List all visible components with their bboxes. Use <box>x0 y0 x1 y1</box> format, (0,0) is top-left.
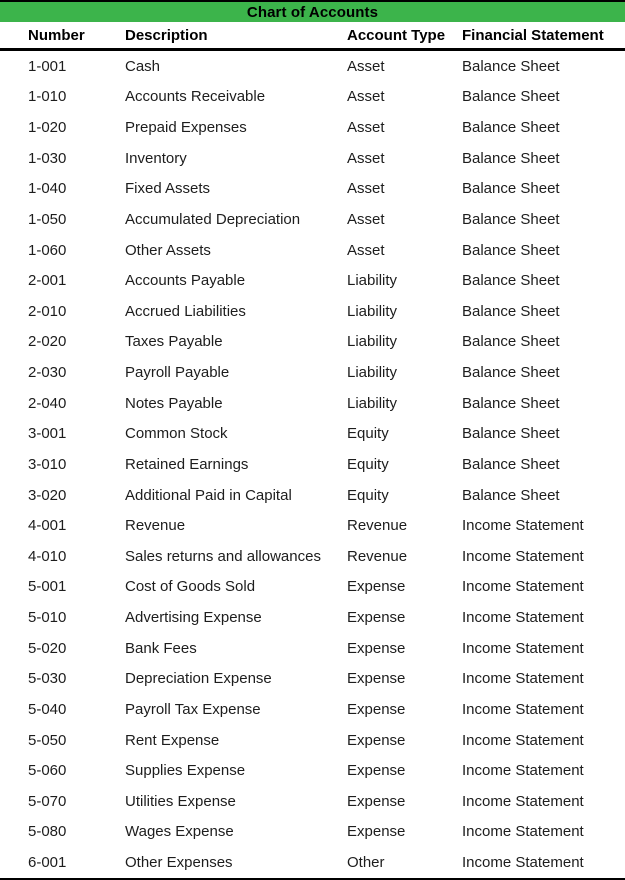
cell-number: 5-020 <box>28 639 67 657</box>
cell-account-type: Expense <box>347 578 406 596</box>
cell-description: Utilities Expense <box>125 792 236 810</box>
cell-financial-statement: Income Statement <box>462 792 584 810</box>
cell-description: Depreciation Expense <box>125 670 272 688</box>
cell-financial-statement: Balance Sheet <box>462 88 560 106</box>
cell-account-type: Liability <box>347 364 398 382</box>
cell-description: Payroll Tax Expense <box>125 700 261 718</box>
cell-account-type: Asset <box>347 241 385 259</box>
cell-number: 2-020 <box>28 333 67 351</box>
table-row <box>0 204 625 235</box>
cell-description: Prepaid Expenses <box>125 119 247 137</box>
cell-account-type: Asset <box>347 88 385 106</box>
cell-financial-statement: Income Statement <box>462 639 584 657</box>
table-row <box>0 143 625 174</box>
table-row <box>0 847 625 878</box>
cell-financial-statement: Balance Sheet <box>462 119 560 137</box>
cell-description: Accounts Receivable <box>125 88 266 106</box>
cell-financial-statement: Income Statement <box>462 823 584 841</box>
cell-description: Payroll Payable <box>125 364 230 382</box>
cell-financial-statement: Balance Sheet <box>462 180 560 198</box>
cell-account-type: Expense <box>347 731 406 749</box>
cell-description: Cash <box>125 57 161 75</box>
table-row <box>0 602 625 633</box>
column-header-number: Number <box>28 26 85 44</box>
cell-financial-statement: Income Statement <box>462 670 584 688</box>
cell-number: 2-010 <box>28 302 67 320</box>
cell-number: 3-020 <box>28 486 67 504</box>
cell-account-type: Asset <box>347 210 385 228</box>
cell-description: Supplies Expense <box>125 762 246 780</box>
cell-number: 5-070 <box>28 792 67 810</box>
cell-financial-statement: Income Statement <box>462 609 584 627</box>
cell-account-type: Other <box>347 854 385 872</box>
table-row <box>0 786 625 817</box>
cell-number: 6-001 <box>28 854 67 872</box>
table-row <box>0 82 625 113</box>
cell-number: 5-040 <box>28 700 67 718</box>
cell-financial-statement: Balance Sheet <box>462 302 560 320</box>
cell-account-type: Revenue <box>347 517 408 535</box>
cell-account-type: Asset <box>347 180 385 198</box>
cell-financial-statement: Balance Sheet <box>462 455 560 473</box>
cell-description: Retained Earnings <box>125 455 249 473</box>
cell-description: Advertising Expense <box>125 609 262 627</box>
cell-number: 5-030 <box>28 670 67 688</box>
table-row <box>0 112 625 143</box>
table-row <box>0 449 625 480</box>
cell-number: 2-040 <box>28 394 67 412</box>
table-row <box>0 388 625 419</box>
cell-description: Bank Fees <box>125 639 197 657</box>
cell-number: 1-050 <box>28 210 67 228</box>
cell-account-type: Liability <box>347 272 398 290</box>
cell-description: Inventory <box>125 149 187 167</box>
table-row <box>0 510 625 541</box>
table-row <box>0 327 625 358</box>
cell-account-type: Expense <box>347 792 406 810</box>
cell-description: Accounts Payable <box>125 272 246 290</box>
cell-account-type: Liability <box>347 333 398 351</box>
table-row <box>0 755 625 786</box>
cell-account-type: Equity <box>347 425 389 443</box>
table-row <box>0 541 625 572</box>
cell-description: Accrued Liabilities <box>125 302 246 320</box>
cell-description: Taxes Payable <box>125 333 223 351</box>
table-row <box>0 174 625 205</box>
cell-account-type: Asset <box>347 149 385 167</box>
cell-number: 3-001 <box>28 425 67 443</box>
cell-financial-statement: Balance Sheet <box>462 425 560 443</box>
cell-financial-statement: Balance Sheet <box>462 241 560 259</box>
cell-description: Notes Payable <box>125 394 223 412</box>
table-row <box>0 633 625 664</box>
cell-description: Fixed Assets <box>125 180 211 198</box>
cell-financial-statement: Balance Sheet <box>462 272 560 290</box>
cell-account-type: Asset <box>347 119 385 137</box>
cell-description: Accumulated Depreciation <box>125 210 301 228</box>
cell-number: 1-040 <box>28 180 67 198</box>
cell-financial-statement: Balance Sheet <box>462 486 560 504</box>
cell-financial-statement: Income Statement <box>462 517 584 535</box>
cell-financial-statement: Balance Sheet <box>462 57 560 75</box>
cell-description: Revenue <box>125 517 186 535</box>
cell-account-type: Expense <box>347 670 406 688</box>
table-row <box>0 664 625 695</box>
cell-account-type: Revenue <box>347 547 408 565</box>
table-row <box>0 296 625 327</box>
cell-number: 1-001 <box>28 57 67 75</box>
column-header-description: Description <box>125 26 208 44</box>
table-title: Chart of Accounts <box>246 3 379 21</box>
table-row <box>0 725 625 756</box>
cell-account-type: Equity <box>347 486 389 504</box>
table-row <box>0 357 625 388</box>
cell-financial-statement: Income Statement <box>462 762 584 780</box>
cell-number: 3-010 <box>28 455 67 473</box>
table-header-row <box>0 22 625 48</box>
cell-account-type: Expense <box>347 700 406 718</box>
table-title-bar <box>0 2 625 22</box>
cell-number: 1-020 <box>28 119 67 137</box>
cell-account-type: Expense <box>347 639 406 657</box>
cell-number: 5-001 <box>28 578 67 596</box>
cell-financial-statement: Income Statement <box>462 700 584 718</box>
cell-number: 5-060 <box>28 762 67 780</box>
cell-number: 1-060 <box>28 241 67 259</box>
cell-account-type: Equity <box>347 455 389 473</box>
cell-financial-statement: Income Statement <box>462 547 584 565</box>
cell-number: 1-010 <box>28 88 67 106</box>
cell-description: Additional Paid in Capital <box>125 486 292 504</box>
column-header-financial-statement: Financial Statement <box>462 26 604 44</box>
table-row <box>0 480 625 511</box>
cell-financial-statement: Balance Sheet <box>462 210 560 228</box>
cell-financial-statement: Income Statement <box>462 578 584 596</box>
cell-financial-statement: Balance Sheet <box>462 364 560 382</box>
cell-financial-statement: Balance Sheet <box>462 394 560 412</box>
cell-number: 4-001 <box>28 517 67 535</box>
table-body <box>0 51 625 878</box>
cell-description: Cost of Goods Sold <box>125 578 256 596</box>
table-row <box>0 572 625 603</box>
cell-description: Other Assets <box>125 241 211 259</box>
cell-account-type: Expense <box>347 823 406 841</box>
cell-description: Common Stock <box>125 425 228 443</box>
cell-number: 5-080 <box>28 823 67 841</box>
cell-financial-statement: Balance Sheet <box>462 149 560 167</box>
cell-number: 5-010 <box>28 609 67 627</box>
table-row <box>0 235 625 266</box>
cell-description: Wages Expense <box>125 823 234 841</box>
cell-number: 2-001 <box>28 272 67 290</box>
cell-number: 2-030 <box>28 364 67 382</box>
cell-financial-statement: Income Statement <box>462 854 584 872</box>
cell-description: Other Expenses <box>125 854 233 872</box>
cell-description: Sales returns and allowances <box>125 547 321 565</box>
cell-account-type: Expense <box>347 762 406 780</box>
table-row <box>0 265 625 296</box>
cell-number: 5-050 <box>28 731 67 749</box>
cell-account-type: Liability <box>347 302 398 320</box>
cell-number: 4-010 <box>28 547 67 565</box>
table-row <box>0 694 625 725</box>
column-header-account-type: Account Type <box>347 26 446 44</box>
table-row <box>0 419 625 450</box>
cell-financial-statement: Balance Sheet <box>462 333 560 351</box>
cell-account-type: Expense <box>347 609 406 627</box>
cell-account-type: Asset <box>347 57 385 75</box>
cell-account-type: Liability <box>347 394 398 412</box>
cell-description: Rent Expense <box>125 731 220 749</box>
cell-number: 1-030 <box>28 149 67 167</box>
table-row <box>0 51 625 82</box>
cell-financial-statement: Income Statement <box>462 731 584 749</box>
table-row <box>0 817 625 848</box>
